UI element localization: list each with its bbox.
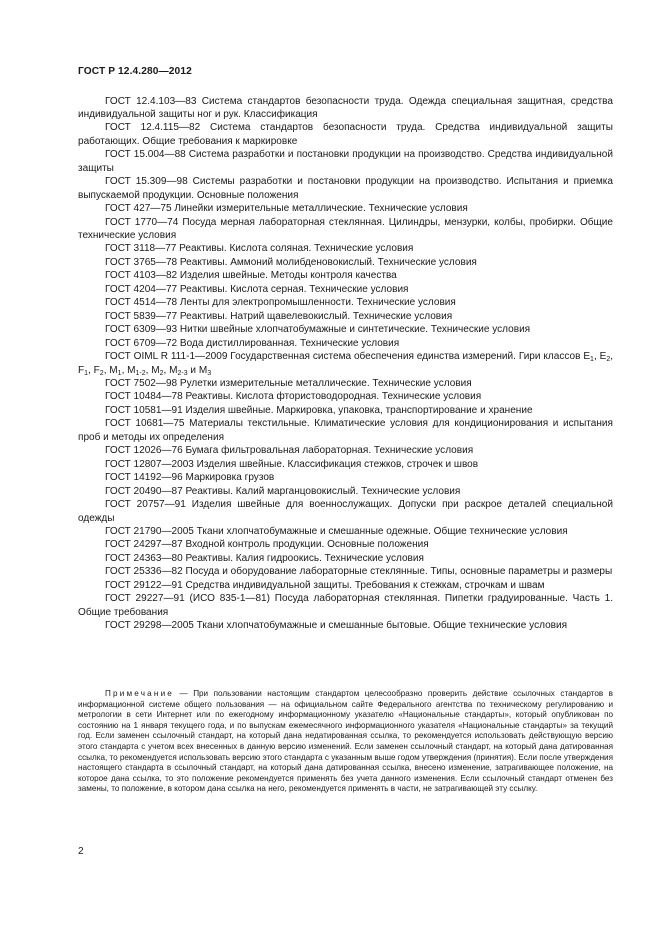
reference-item: ГОСТ 14192—96 Маркировка грузов <box>105 472 275 484</box>
separator: , <box>103 364 110 376</box>
normative-references-list <box>78 95 613 633</box>
weight-class: M <box>109 364 118 376</box>
separator: , <box>610 351 614 363</box>
reference-item: ГОСТ 12.4.103—83 Система стандартов безопасности труда. Одежда специальная защитная, средства индивидуальной защиты ног и рук. Классификация <box>78 95 613 120</box>
reference-item: ГОСТ 29227—91 (ИСО 835-1—81) Посуда лабораторная стеклянная. Пипетки градуированные. Часть 1. Общие требования <box>78 593 613 618</box>
separator: , <box>88 364 94 376</box>
reference-item: ГОСТ 20490—87 Реактивы. Калий марганцовокислый. Технические условия <box>105 485 461 497</box>
reference-item: ГОСТ 12807—2003 Изделия швейные. Классификация стежков, строчек и швов <box>105 458 479 470</box>
weight-class: F <box>93 364 100 376</box>
weight-class: M <box>198 364 208 376</box>
note-paragraph <box>78 689 613 795</box>
weight-class-subscript: 1 <box>590 356 594 364</box>
weight-class: E <box>583 351 591 363</box>
weight-class-subscript: 2 <box>159 369 164 377</box>
reference-item: ГОСТ 4103—82 Изделия швейные. Методы контроля качества <box>105 270 397 282</box>
weight-class: M <box>151 364 160 376</box>
reference-item: ГОСТ 1770—74 Посуда мерная лабораторная стеклянная. Цилиндры, мензурки, колбы, пробирки. Общие технические условия <box>78 216 613 242</box>
weight-class-subscript: 2 <box>99 369 104 377</box>
reference-item: ГОСТ 10484—78 Реактивы. Кислота фтористоводородная. Технические условия <box>105 391 482 403</box>
weight-class-subscript: 1-2 <box>135 369 146 377</box>
weight-class: M <box>127 364 136 376</box>
reference-item: ГОСТ 3765—78 Реактивы. Аммоний молибденовокислый. Технические условия <box>105 256 477 268</box>
separator: , <box>145 364 152 376</box>
reference-item: ГОСТ 15.004—88 Система разработки и постановки продукции на производство. Средства индивидуальной защиты <box>78 149 613 174</box>
reference-item-weights <box>78 350 613 377</box>
separator: , <box>593 351 600 363</box>
reference-item: ГОСТ 10681—75 Материалы текстильные. Климатические условия для кондиционирования и испытания проб и методы их определения <box>78 418 613 443</box>
reference-item: ГОСТ 12.4.115—82 Система стандартов безопасности труда. Средства индивидуальной защиты работающих. Общие требования к маркировке <box>78 122 613 147</box>
reference-item: ГОСТ 20757—91 Изделия швейные для военнослужащих. Допуски при раскрое деталей специальной одежды <box>78 499 613 524</box>
reference-item: ГОСТ 29298—2005 Ткани хлопчатобумажные и смешанные бытовые. Общие технические условия <box>105 620 568 632</box>
note-label: Примечание <box>105 689 175 698</box>
reference-item: ГОСТ 7502—98 Рулетки измерительные металлические. Технические условия <box>105 378 472 390</box>
reference-item: ГОСТ 24363—80 Реактивы. Калия гидроокись. Технические условия <box>105 552 424 564</box>
reference-text: ГОСТ OIML R 111-1—2009 Государственная система обеспечения единства измерений. Гири классов <box>105 351 581 363</box>
reference-item: ГОСТ 24297—87 Входной контроль продукции. Основные положения <box>105 539 429 551</box>
document-header: ГОСТ Р 12.4.280—2012 <box>78 66 192 77</box>
page-number: 2 <box>78 846 84 857</box>
weight-class-subscript: 3 <box>207 369 212 377</box>
reference-item: ГОСТ 29122—91 Средства индивидуальной защиты. Требования к стежкам, строчкам и швам <box>105 579 545 591</box>
reference-item: ГОСТ 5839—77 Реактивы. Натрий щавелевокислый. Технические условия <box>105 310 453 322</box>
weight-class-subscript: 1 <box>117 369 122 377</box>
reference-item: ГОСТ 21790—2005 Ткани хлопчатобумажные и смешанные одежные. Общие технические условия <box>105 526 568 537</box>
weight-class: E <box>599 351 607 363</box>
reference-item: ГОСТ 15.309—98 Системы разработки и постановки продукции на производство. Испытания и приемка выпускаемой продукции. Основные положения <box>78 176 613 201</box>
weight-class-subscript: 1 <box>84 369 89 377</box>
reference-item: ГОСТ 3118—77 Реактивы. Кислота соляная. Технические условия <box>105 243 414 255</box>
conjunction: и <box>187 364 199 376</box>
reference-item: ГОСТ 25336—82 Посуда и оборудование лабораторные стеклянные. Типы, основные параметры и размеры <box>105 566 613 578</box>
weight-class-subscript: 2-3 <box>177 369 188 377</box>
reference-item: ГОСТ 427—75 Линейки измерительные металлические. Технические условия <box>105 203 468 215</box>
note-text: — При пользовании настоящим стандартом целесообразно проверить действие ссылочных стандартов в информационной системе общего пользования — на официальном сайте Федерального агентства по техническому регулированию и метрологии в сети Интернет или по ежегодному информационному указателю «Национальные стандарты», который опубликован по состоянию на 1 января текущего года, и по выпускам ежемесячного информационного указателя «Национальные стандарты» за текущий год. Если заменен ссылочный стандарт, на который дана недатированная ссылка, то рекомендуется использовать действующую версию этого стандарта с учетом всех внесенных в данную версию изменений. Если заменен ссылочный стандарт, на который дана датированная ссылка, то рекомендуется использовать версию этого стандарта с указанным выше годом утверждения (принятия). Если после утверждения настоящего стандарта в ссылочный стандарт, на который дана датированная ссылка, внесено изменение, затрагивающее положение, на которое дана ссылка, то это положение рекомендуется применять без учета данного изменения. Если ссылочный стандарт отменен без замены, то положение, в котором дана ссылка на него, рекомендуется применять в части, не затрагивающей эту ссылку. <box>78 689 613 794</box>
reference-item: ГОСТ 6309—93 Нитки швейные хлопчатобумажные и синтетические. Технические условия <box>105 324 531 336</box>
reference-item: ГОСТ 4514—78 Ленты для электропромышленности. Технические условия <box>105 297 456 309</box>
reference-item: ГОСТ 4204—77 Реактивы. Кислота серная. Технические условия <box>105 283 409 295</box>
reference-item: ГОСТ 12026—76 Бумага фильтровальная лабораторная. Технические условия <box>105 445 474 457</box>
separator: , <box>121 364 128 376</box>
weight-class: F <box>78 364 85 376</box>
reference-item: ГОСТ 6709—72 Вода дистиллированная. Технические условия <box>105 337 400 349</box>
reference-item: ГОСТ 10581—91 Изделия швейные. Маркировка, упаковка, транспортирование и хранение <box>105 404 533 416</box>
weight-class: M <box>169 364 178 376</box>
separator: , <box>163 364 170 376</box>
weight-class-subscript: 2 <box>606 356 611 364</box>
